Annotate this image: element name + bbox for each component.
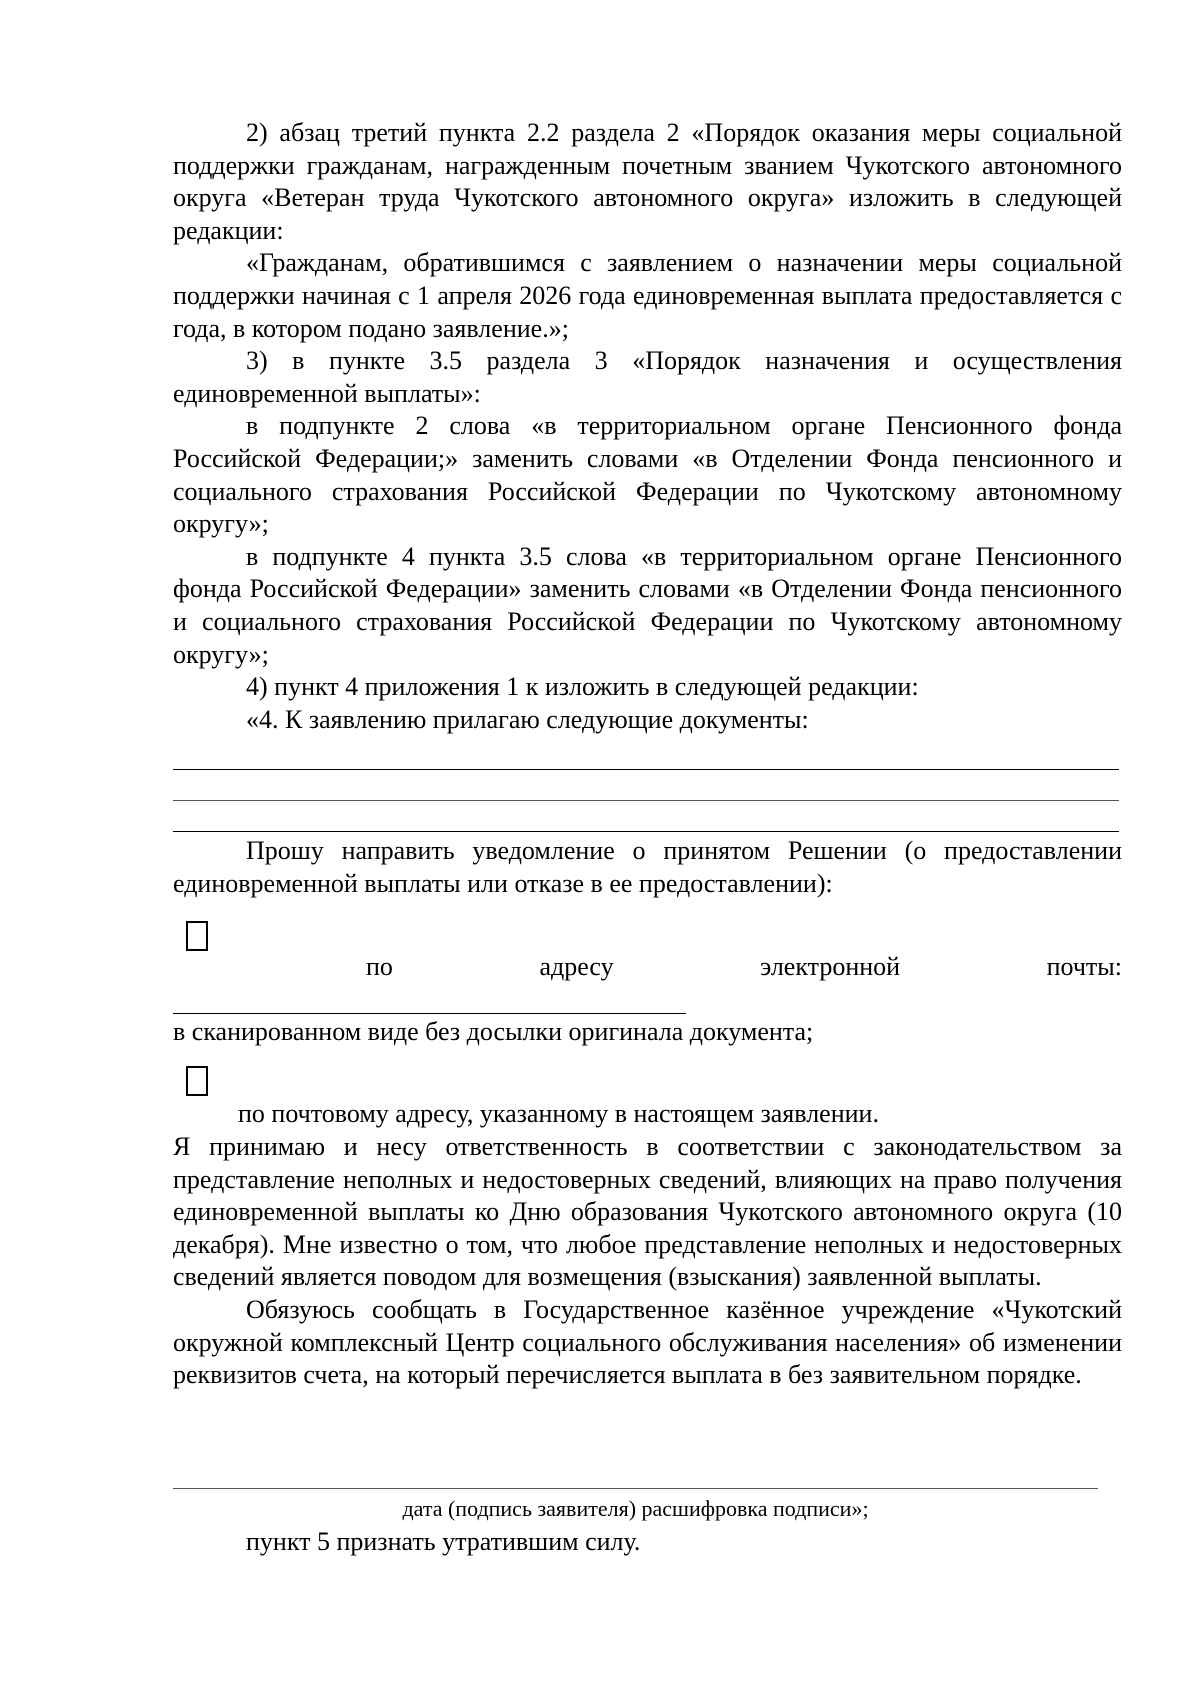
email-option-label bbox=[173, 951, 1122, 984]
email-address-field-line[interactable] bbox=[173, 1013, 686, 1014]
paragraph-amendment-3: 3) в пункте 3.5 раздела 3 «Порядок назначения и осуществления единовременной выплаты»: bbox=[173, 346, 1122, 408]
documents-blank-line-1 bbox=[173, 769, 1119, 770]
paragraph-notification-request: Прошу направить уведомление о принятом Решении (о предоставлении единовременной выплаты или отказе в ее предоставлении): bbox=[173, 836, 1122, 898]
email-option-checkbox[interactable] bbox=[186, 921, 208, 951]
paragraph-subpoint-2: в подпункте 2 слова «в территориальном органе Пенсионного фонда Российской Федерации;» заменить словами «в Отделении Фонда пенсионного и социального страхования Российской Федерации по Чукотскому автономному округу»; bbox=[173, 411, 1122, 539]
post-option-checkbox[interactable] bbox=[186, 1066, 208, 1096]
paragraph-final: пункт 5 признать утратившим силу. bbox=[246, 1527, 641, 1556]
email-word-2: адресу bbox=[539, 952, 614, 981]
paragraph-amendment-4: 4) пункт 4 приложения 1 к изложить в следующей редакции: bbox=[246, 672, 919, 702]
paragraph-subpoint-4: в подпункте 4 пункта 3.5 слова «в территориальном органе Пенсионного фонда Российской Федерации» заменить словами «в Отделении Фонда пенсионного и социального страхования Российской Федерации по Чукотскому автономному округу»; bbox=[173, 541, 1122, 669]
notification-request-block bbox=[173, 835, 1122, 900]
signature-line[interactable] bbox=[173, 1488, 1098, 1489]
email-word-4: почты: bbox=[1046, 952, 1122, 981]
documents-blank-line-2 bbox=[173, 800, 1119, 801]
paragraph-new-wording-citizens: «Гражданам, обратившимся с заявлением о назначении меры социальной поддержки начиная с 1 апреля 2026 года единовременная выплата предоставляется с года, в котором подано заявление.»; bbox=[173, 248, 1122, 343]
paragraph-obligation: Обязуюсь сообщать в Государственное казённое учреждение «Чукотский окружной комплексный Центр социального обслуживания населения» об изменении реквизитов счета, на который перечисляется выплата в без заявительном порядке. bbox=[173, 1294, 1122, 1390]
document-page bbox=[173, 117, 1122, 736]
signature-caption: дата (подпись заявителя) расшифровка подписи»; bbox=[402, 1496, 869, 1521]
email-word-1: по bbox=[366, 952, 393, 981]
responsibility-block bbox=[173, 1131, 1122, 1392]
email-option-tail: в сканированном виде без досылки оригинала документа; bbox=[173, 1017, 814, 1046]
paragraph-amendment-2: 2) абзац третий пункта 2.2 раздела 2 «Порядок оказания меры социальной поддержки гражданам, награжденным почетным званием Чукотского автономного округа «Ветеран труда Чукотского автономного округа» изложить в следующей редакции: bbox=[173, 118, 1122, 245]
documents-blank-line-3 bbox=[173, 831, 1119, 832]
post-option-label: по почтовому адресу, указанному в настоящем заявлении. bbox=[238, 1099, 879, 1128]
paragraph-documents-attached: «4. К заявлению прилагаю следующие документы: bbox=[246, 704, 809, 734]
email-word-3: электронной bbox=[760, 952, 901, 981]
paragraph-responsibility: Я принимаю и несу ответственность в соответствии с законодательством за представление неполных и недостоверных сведений, влияющих на право получения единовременной выплаты ко Дню образования Чукотского автономного округа (10 декабря). Мне известно о том, что любое представление неполных и недостоверных сведений является поводом для возмещения (взыскания) заявленной выплаты. bbox=[173, 1132, 1122, 1292]
